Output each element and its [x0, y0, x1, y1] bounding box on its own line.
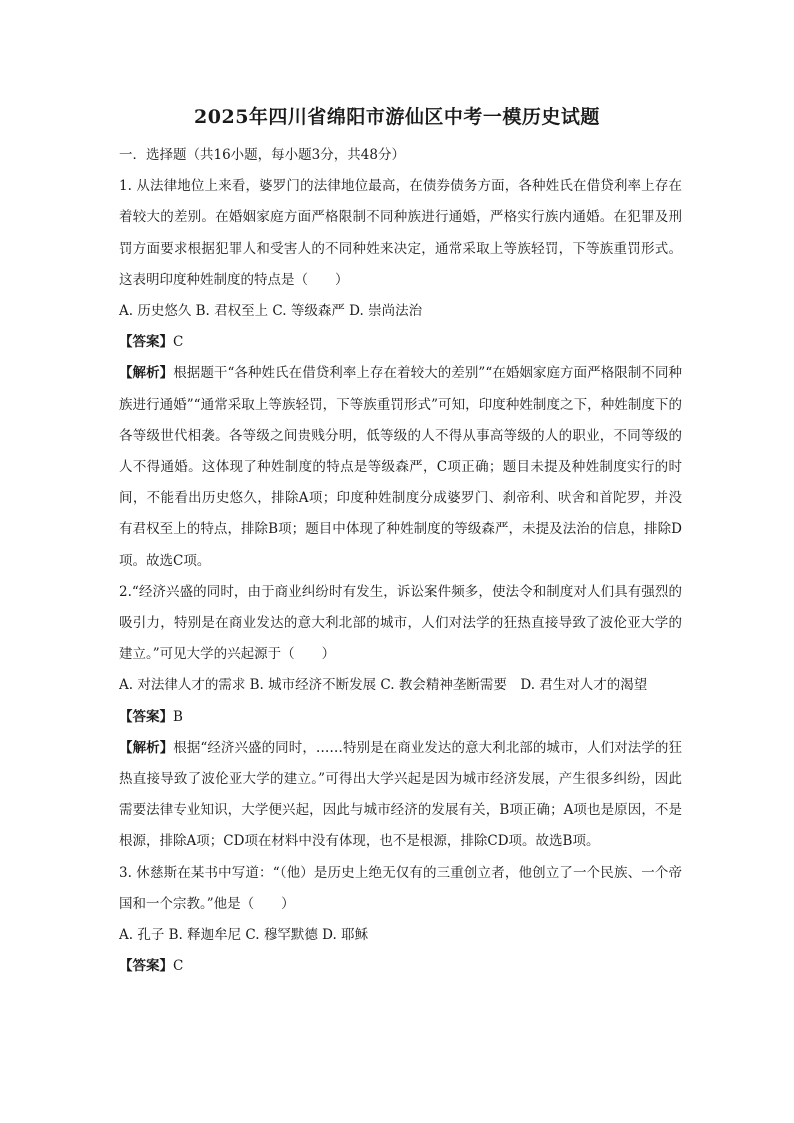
analysis-text: 根据“经济兴盛的同时，……特别是在商业发达的意大利北部的城市，人们对法学的狂热直接导致了波伦亚大学的建立。”可得出大学兴起是因为城市经济发展，产生很多纠纷，因此需要法律专业知识，大学便兴起，因此与城市经济的发展有关，B项正确；A项也是原因，不是根源，排除A项；CD项在材料中没有体现，也不是根源，排除CD项。故选B项。 [119, 739, 683, 850]
question-2-answer [119, 702, 682, 733]
analysis-tag: 【解析】 [119, 739, 174, 756]
answer-value: C [173, 958, 184, 975]
analysis-text: 根据题干“各种姓氏在借贷利率上存在着较大的差别”“在婚姻家庭方面严格限制不同种族进行通婚”“通常采取上等族轻罚，下等族重罚形式”可知，印度种姓制度之下，种姓制度下的各等级世代相袭。各等级之间贵贱分明，低等级的人不得从事高等级的人的职业，不同等级的人不得通婚。这体现了种姓制度的特点是等级森严，C项正确；题目未提及种姓制度实行的时间，不能看出历史悠久，排除A项；印度种姓制度分成婆罗门、刹帝利、吠舍和首陀罗，并没有君权至上的特点，排除B项；题目中体现了种姓制度的等级森严，未提及法治的信息，排除D项。故选C项。 [119, 365, 682, 569]
question-1-options: A. 历史悠久 B. 君权至上 C. 等级森严 D. 崇尚法治 [119, 303, 423, 320]
question-2-analysis [119, 733, 682, 858]
question-1-answer [119, 327, 682, 358]
question-2-options: A. 对法律人才的需求 B. 城市经济不断发展 C. 教会精神垄断需要 D. 君生对人才的渴望 [119, 677, 648, 694]
answer-tag: 【答案】 [119, 708, 173, 725]
question-1-analysis [119, 358, 682, 576]
section-heading: 一．选择题（共16小题，每小题3分，共48分） [119, 147, 405, 163]
document-body [119, 140, 682, 982]
answer-value: B [173, 708, 183, 725]
answer-tag: 【答案】 [119, 958, 173, 975]
question-3-options: A. 孔子 B. 释迦牟尼 C. 穆罕默德 D. 耶稣 [119, 927, 369, 944]
answer-tag: 【答案】 [119, 334, 173, 351]
answer-value: C [173, 334, 184, 351]
question-3-answer [119, 951, 682, 982]
question-3-stem: 3. 休慈斯在某书中写道：“（他）是历史上绝无仅有的三重创立者，他创立了一个民族、一个帝国和一个宗教。”他是（ ） [119, 864, 682, 912]
question-1-stem: 1. 从法律地位上来看，婆罗门的法律地位最高，在债券债务方面，各种姓氏在借贷利率上存在着较大的差别。在婚姻家庭方面严格限制不同种族进行通婚，严格实行族内通婚。在犯罪及刑罚方面要求根据犯罪人和受害人的不同种姓来决定，通常采取上等族轻罚，下等族重罚形式。这表明印度种姓制度的特点是（ ） [119, 178, 682, 288]
analysis-tag: 【解析】 [119, 365, 174, 382]
question-2-stem: 2.“经济兴盛的同时，由于商业纠纷时有发生，诉讼案件频多，使法令和制度对人们具有强烈的吸引力，特别是在商业发达的意大利北部的城市，人们对法学的狂热直接导致了波伦亚大学的建立。”可见大学的兴起源于（ ） [119, 583, 682, 663]
document-title: 2025年四川省绵阳市游仙区中考一模历史试题 [194, 106, 600, 128]
